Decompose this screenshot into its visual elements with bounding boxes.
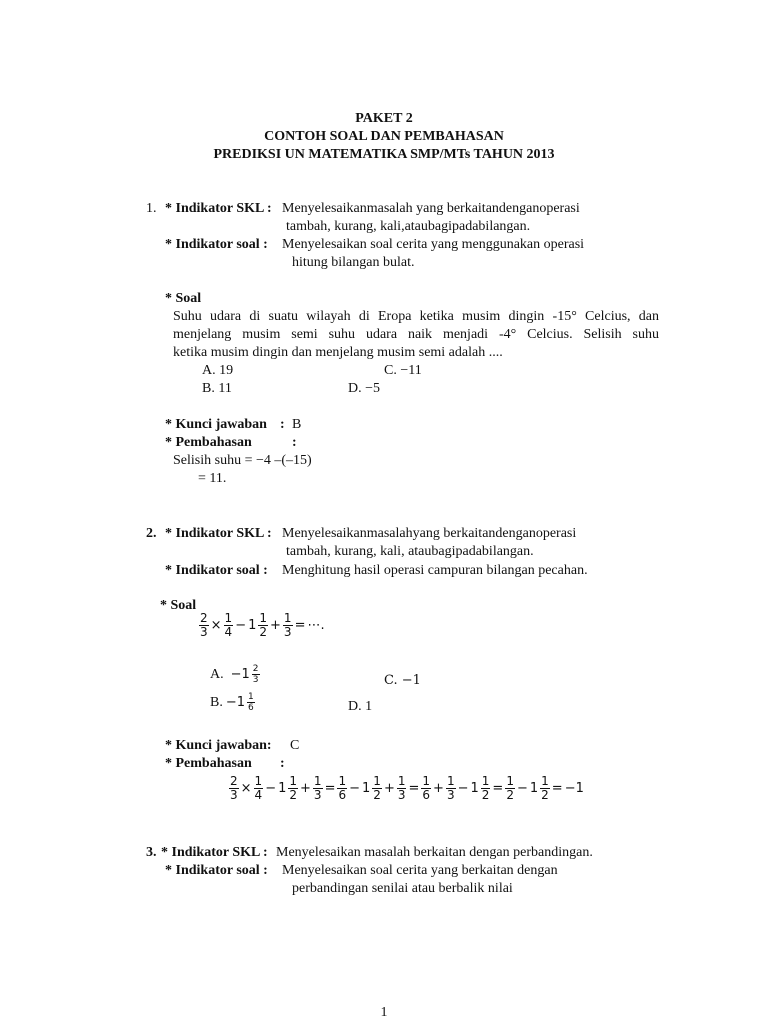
q3-skl-label: * Indikator SKL : xyxy=(161,845,268,860)
header-line-2: CONTOH SOAL DAN PEMBAHASAN xyxy=(264,129,504,144)
q1-kunci-sep: : xyxy=(280,417,285,432)
fraction: $\frac{1}{6}$ xyxy=(248,692,254,713)
q1-soal-line-2: menjelang musim semi suhu udara naik menjadi -4° Celcius. Selisih suhu xyxy=(173,327,659,342)
fraction: $\frac{1}{2}$ xyxy=(506,774,514,802)
q1-option-c: C. −11 xyxy=(384,363,422,378)
q2-option-d: D. 1 xyxy=(348,699,373,714)
fraction: $\frac{1}{6}$ xyxy=(338,774,347,802)
q1-soal-line-1: Suhu udara di suatu wilayah di Eropa ketika musim dingin -15° Celcius, dan xyxy=(173,309,659,324)
q2-option-b: B. −1 $\frac{1}{6}$ xyxy=(210,692,254,713)
q1-option-b: B. 11 xyxy=(202,381,232,396)
q2-soal-label: * Soal xyxy=(160,598,197,613)
q2-solution-expression: $\frac{2}{3}$ × $\frac{1}{4}$ − 1 $\frac{1}{2}$ + $\frac{1}{3}$ = $\frac{1}{6}$ − 1 $\frac{1}{2}$ + $\frac{1}{3}$ = $\frac{1}{6}$ + $\frac{1}{3}$ − 1 $\frac{1}{2}$ = $\frac{1}{2}$ − 1 $\frac{1}{2}$ = −1 xyxy=(230,774,584,802)
fraction: $\frac{1}{2}$ xyxy=(373,774,381,802)
fraction: $\frac{1}{3}$ xyxy=(283,611,292,639)
q2-pembahasan-label: * Pembahasan xyxy=(165,756,252,771)
q1-work-line-1: Selisih suhu = −4 –(–15) xyxy=(173,453,312,468)
q1-kunci-label: * Kunci jawaban xyxy=(165,417,267,432)
q1-option-a: A. 19 xyxy=(202,363,234,378)
fraction: $\frac{1}{3}$ xyxy=(397,774,406,802)
q3-soal-indicator-text-2: perbandingan senilai atau berbalik nilai xyxy=(292,881,513,896)
q2-problem-expression: $\frac{2}{3}$ × $\frac{1}{4}$ − 1 $\frac{1}{2}$ + $\frac{1}{3}$ = ⋯. xyxy=(200,611,325,639)
q1-number: 1. xyxy=(146,201,157,216)
q1-pembahasan-sep: : xyxy=(292,435,297,450)
q1-work-line-2: = 11. xyxy=(198,471,227,486)
q2-skl-text-2: tambah, kurang, kali, ataubagipadabilangan. xyxy=(286,544,534,559)
fraction: $\frac{1}{6}$ xyxy=(422,774,431,802)
q1-skl-text: Menyelesaikanmasalah yang berkaitandenganoperasi xyxy=(282,201,580,216)
fraction: $\frac{1}{4}$ xyxy=(254,774,263,802)
q1-option-d: D. −5 xyxy=(348,381,381,396)
q2-skl-text: Menyelesaikanmasalahyang berkaitandenganoperasi xyxy=(282,526,577,541)
fraction: $\frac{1}{2}$ xyxy=(289,774,298,802)
q2-kunci-value: C xyxy=(290,738,300,753)
q2-option-a: A. −1 $\frac{2}{3}$ xyxy=(210,664,259,685)
q2-soal-indicator-label: * Indikator soal : xyxy=(165,563,268,578)
q1-soal-line-3: ketika musim dingin dan menjelang musim semi adalah .... xyxy=(173,345,503,360)
q2-kunci-label: * Kunci jawaban: xyxy=(165,738,272,753)
q1-skl-text-2: tambah, kurang, kali,ataubagipadabilangan. xyxy=(286,219,531,234)
q1-soal-indicator-text-2: hitung bilangan bulat. xyxy=(292,255,415,270)
fraction: $\frac{1}{2}$ xyxy=(259,611,268,639)
header-line-3: PREDIKSI UN MATEMATIKA SMP/MTs TAHUN 2013 xyxy=(213,147,555,162)
fraction: $\frac{2}{3}$ xyxy=(230,774,238,802)
fraction: $\frac{1}{4}$ xyxy=(224,611,233,639)
q1-soal-indicator-text: Menyelesaikan soal cerita yang menggunakan operasi xyxy=(282,237,585,252)
q1-soal-indicator-label: * Indikator soal : xyxy=(165,237,268,252)
fraction: $\frac{2}{3}$ xyxy=(252,664,259,685)
fraction: $\frac{1}{3}$ xyxy=(446,774,455,802)
q1-kunci-value: B xyxy=(292,417,302,432)
q1-pembahasan-label: * Pembahasan xyxy=(165,435,252,450)
q3-number: 3. xyxy=(146,845,157,860)
fraction: $\frac{1}{2}$ xyxy=(481,774,490,802)
fraction: $\frac{1}{3}$ xyxy=(313,774,322,802)
q3-soal-indicator-label: * Indikator soal : xyxy=(165,863,268,878)
q2-skl-label: * Indikator SKL : xyxy=(165,526,272,541)
q2-soal-indicator-text: Menghitung hasil operasi campuran bilangan pecahan. xyxy=(282,563,588,578)
q3-skl-text: Menyelesaikan masalah berkaitan dengan perbandingan. xyxy=(276,845,593,860)
fraction: $\frac{1}{2}$ xyxy=(541,774,549,802)
q2-pembahasan-sep: : xyxy=(280,756,285,771)
q2-option-c: C. −1 xyxy=(384,673,421,688)
fraction: $\frac{2}{3}$ xyxy=(200,611,208,639)
q2-number: 2. xyxy=(146,526,157,541)
q3-soal-indicator-text: Menyelesaikan soal cerita yang berkaitan dengan xyxy=(282,863,558,878)
q1-soal-label: * Soal xyxy=(165,291,202,306)
page-number: 1 xyxy=(380,1005,388,1020)
header-line-1: PAKET 2 xyxy=(355,111,413,126)
q1-skl-label: * Indikator SKL : xyxy=(165,201,272,216)
